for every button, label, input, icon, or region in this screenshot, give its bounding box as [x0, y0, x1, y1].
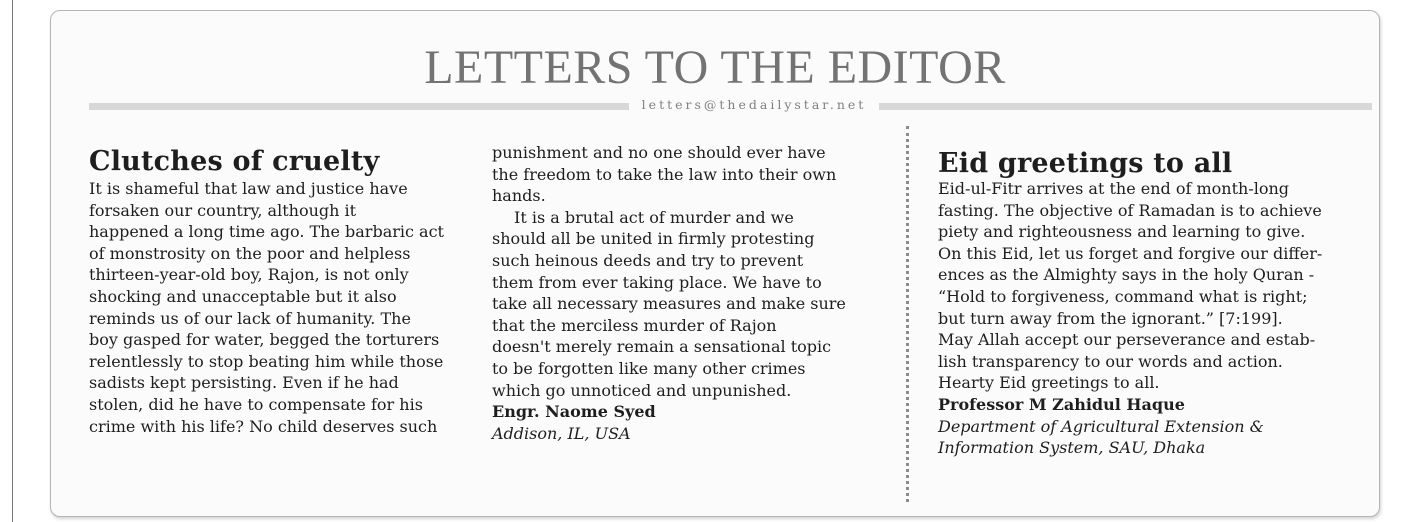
letter1-line: relentlessly to stop beating him while those — [89, 351, 444, 371]
letter1-line: boy gasped for water, begged the torturers — [89, 330, 440, 350]
section-title: LETTERS TO THE EDITOR — [424, 41, 1006, 94]
letter1-line: happened a long time ago. The barbaric act — [89, 222, 444, 242]
letter2-line: Eid-ul-Fitr arrives at the end of month-long — [938, 179, 1290, 198]
letter1-line: of monstrosity on the poor and helpless — [89, 243, 411, 263]
letter1-line: forsaken our country, although it — [89, 200, 357, 220]
letter1-line: take all necessary measures and make sure — [492, 294, 846, 314]
letter1-line: hands. — [492, 186, 546, 206]
letter1-column2 — [492, 142, 846, 444]
letter1-line: It is shameful that law and justice have — [89, 179, 408, 198]
letter2-author: Professor M Zahidul Haque — [938, 394, 1185, 414]
letter2-column — [938, 143, 1322, 459]
letter1-line: them from ever taking place. We have to — [492, 272, 822, 292]
title-rule-left — [89, 103, 629, 110]
letter2-affiliation: Information System, SAU, Dhaka — [938, 438, 1206, 458]
letter1-line: crime with his life? No child deserves such — [89, 416, 438, 436]
letters-panel — [50, 10, 1380, 517]
letter2-line: May Allah accept our perseverance and estab- — [938, 330, 1316, 350]
letter2-line: piety and righteousness and learning to give. — [938, 222, 1306, 242]
letter1-line: which go unnoticed and unpunished. — [492, 380, 792, 400]
letter1-line: such heinous deeds and try to prevent — [492, 250, 804, 270]
letter1-line: that the merciless murder of Rajon — [492, 315, 777, 335]
editor-email[interactable]: letters@thedailystar.net — [641, 97, 867, 112]
letter1-line: thirteen-year-old boy, Rajon, is not only — [89, 265, 409, 285]
title-rule-right — [879, 103, 1372, 110]
letter1-line: doesn't merely remain a sensational topic — [492, 337, 832, 357]
letter1-line: to be forgotten like many other crimes — [492, 358, 806, 378]
letter2-line: but turn away from the ignorant.” [7:199]. — [938, 308, 1283, 328]
letter2-line: “Hold to forgiveness, command what is right; — [938, 286, 1308, 306]
letter1-location: Addison, IL, USA — [492, 423, 631, 443]
letter1-author: Engr. Naome Syed — [492, 402, 656, 422]
letter2-headline: Eid greetings to all — [938, 148, 1233, 179]
letter1-column1 — [89, 143, 444, 437]
column-divider — [906, 126, 909, 502]
page-margin-rule — [12, 0, 13, 522]
letter2-affiliation: Department of Agricultural Extension & — [938, 416, 1264, 436]
letter2-line: Hearty Eid greetings to all. — [938, 373, 1160, 393]
letter1-line: punishment and no one should ever have — [492, 143, 826, 162]
letter2-line: fasting. The objective of Ramadan is to achieve — [938, 200, 1322, 220]
letter2-line: On this Eid, let us forget and forgive our differ- — [938, 243, 1323, 263]
letter1-line: the freedom to take the law into their own — [492, 164, 837, 184]
letter2-line: lish transparency to our words and action. — [938, 351, 1283, 371]
letter1-line: reminds us of our lack of humanity. The — [89, 308, 411, 328]
letter1-line: should all be united in firmly protesting — [492, 229, 815, 249]
letter1-headline: Clutches of cruelty — [89, 146, 380, 177]
letter1-line: stolen, did he have to compensate for his — [89, 394, 423, 414]
letter1-line: sadists kept persisting. Even if he had — [89, 373, 399, 393]
letter1-line: shocking and unacceptable but it also — [89, 286, 397, 306]
letter2-line: ences as the Almighty says in the holy Quran - — [938, 265, 1315, 285]
letter1-line: It is a brutal act of murder and we — [514, 207, 794, 227]
